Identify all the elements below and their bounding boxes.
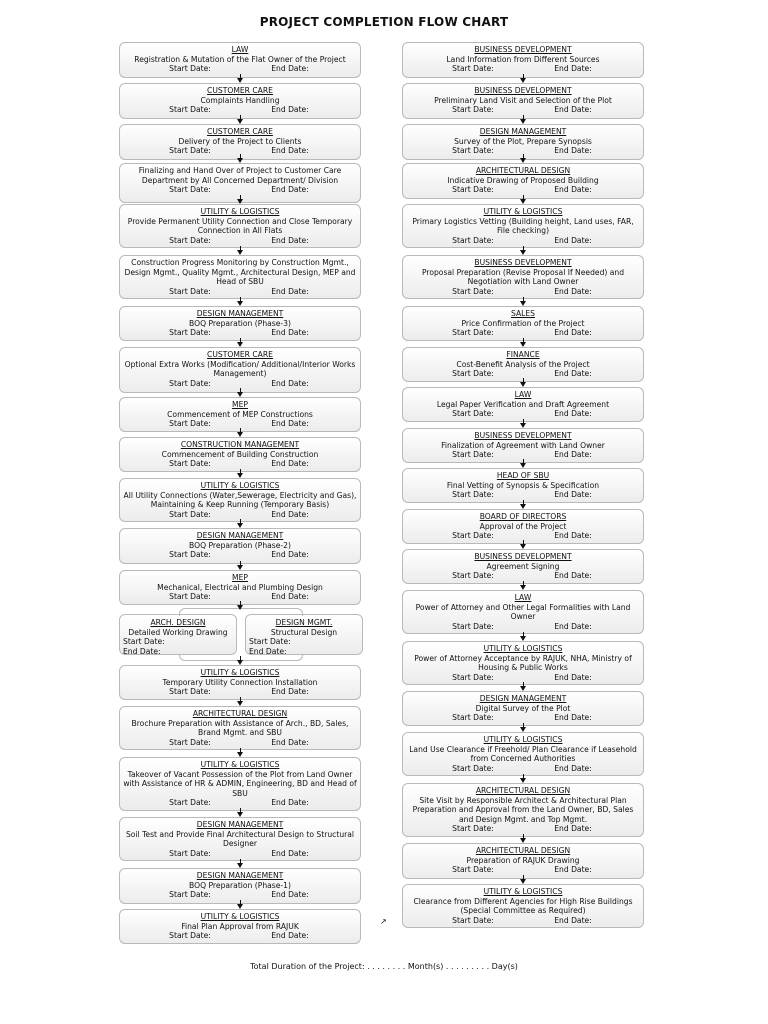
flow-step-box <box>402 691 644 726</box>
flow-arrow-icon <box>237 158 243 163</box>
start-date-label: Start Date: <box>169 848 211 858</box>
end-date-label: End Date: <box>271 328 309 338</box>
start-date-label: Start Date: <box>452 328 494 338</box>
flow-step-box <box>119 478 361 522</box>
step-description: Preliminary Land Visit and Selection of the Plot <box>434 95 612 105</box>
flow-arrow-icon <box>520 463 526 468</box>
step-department: CUSTOMER CARE <box>207 350 273 359</box>
step-description: Clearance from Different Agencies for High Rise Buildings (Special Committee as Required) <box>413 896 633 916</box>
flow-arrow-icon <box>237 752 243 757</box>
start-date-label: Start Date: <box>452 713 494 723</box>
flow-arrow-icon <box>237 863 243 868</box>
flow-arrow-icon <box>520 879 526 884</box>
step-dates <box>123 798 357 808</box>
step-dates <box>123 849 357 859</box>
step-dates <box>406 287 640 297</box>
start-date-label: Start Date: <box>169 105 211 115</box>
start-date-label: Start Date: <box>169 687 211 697</box>
step-department: DESIGN MANAGEMENT <box>196 820 284 829</box>
step-department: LAW <box>514 593 532 602</box>
flow-step-box <box>402 347 644 382</box>
flow-arrow-icon <box>237 473 243 478</box>
flow-step-box <box>402 387 644 422</box>
flow-step-box <box>402 468 644 503</box>
step-description: BOQ Preparation (Phase-2) <box>189 540 291 550</box>
end-date-label: End Date: <box>554 369 592 379</box>
step-dates <box>406 236 640 246</box>
step-description: Site Visit by Responsible Architect & Architectural Plan Preparation and Approval from the Land Owner, BD, Sales and Design Mgmt. and Top Mgmt. <box>412 795 634 824</box>
end-date-label: End Date: <box>271 64 309 74</box>
step-dates <box>406 764 640 774</box>
step-department: DESIGN MANAGEMENT <box>479 127 567 136</box>
flow-arrow-icon <box>520 686 526 691</box>
step-department: MEP <box>232 400 248 409</box>
flow-arrow-icon <box>520 199 526 204</box>
step-dates <box>406 673 640 683</box>
flow-arrow-icon <box>237 660 243 665</box>
step-dates <box>123 738 357 748</box>
flow-arrow-icon <box>237 904 243 909</box>
step-department: ARCH. DESIGN <box>150 618 206 627</box>
start-date-label: Start Date: <box>169 286 211 296</box>
flow-step-box <box>402 843 644 879</box>
flow-arrow-icon <box>237 199 243 204</box>
step-description: Primary Logistics Vetting (Building height, Land uses, FAR, File checking) <box>412 216 634 236</box>
step-department: CUSTOMER CARE <box>207 86 273 95</box>
start-date-label: Start Date: <box>452 146 494 156</box>
parallel-step-box <box>119 614 237 655</box>
step-dates <box>123 510 357 520</box>
step-description: Power of Attorney Acceptance by RAJUK, NHA, Ministry of Housing & Public Works <box>414 653 632 673</box>
start-date-label: Start Date: <box>452 621 494 631</box>
flow-step-box <box>119 817 361 861</box>
flow-step-box <box>119 528 361 564</box>
start-date-label: Start Date: <box>452 450 494 460</box>
start-date-label: Start Date: <box>169 459 211 469</box>
end-date-label: End Date: <box>554 409 592 419</box>
end-date-label: End Date: <box>554 915 592 925</box>
end-date-label: End Date: <box>271 235 309 245</box>
start-date-label: Start Date: <box>169 931 211 941</box>
flow-arrow-icon <box>520 838 526 843</box>
step-dates <box>406 713 640 723</box>
parallel-step-box <box>245 614 363 655</box>
step-department: DESIGN MANAGEMENT <box>479 694 567 703</box>
step-dates <box>406 105 640 115</box>
step-dates <box>406 64 640 74</box>
end-date-label: End Date: <box>271 105 309 115</box>
step-department: LAW <box>231 45 249 54</box>
step-description: Construction Progress Monitoring by Construction Mgmt., Design Mgmt., Quality Mgmt., Architectural Design, MEP and Head of SBU <box>124 258 356 287</box>
end-date-label: End Date: <box>554 490 592 500</box>
step-description: Digital Survey of the Plot <box>475 703 571 713</box>
flow-step-box <box>119 347 361 393</box>
flow-arrow-icon <box>520 504 526 509</box>
step-department: UTILITY & LOGISTICS <box>483 887 563 896</box>
step-department: UTILITY & LOGISTICS <box>200 668 280 677</box>
step-description: Power of Attorney and Other Legal Formalities with Land Owner <box>415 602 631 622</box>
step-dates <box>406 571 640 581</box>
end-date-label: End Date: <box>271 798 309 808</box>
start-date-label: Start Date: <box>452 286 494 296</box>
flow-step-box <box>402 255 644 299</box>
end-date-label: End Date: <box>554 328 592 338</box>
step-description: Temporary Utility Connection Installation <box>162 677 318 687</box>
step-department: FINANCE <box>506 350 540 359</box>
flow-arrow-icon <box>237 301 243 306</box>
step-description: Land Use Clearance if Freehold/ Plan Clearance if Leasehold from Concerned Authorities <box>409 744 637 764</box>
end-date-label: End Date: <box>249 646 287 656</box>
step-dates <box>123 550 357 560</box>
start-date-label: Start Date: <box>169 64 211 74</box>
flow-step-box <box>402 306 644 341</box>
step-dates <box>406 490 640 500</box>
step-department: BUSINESS DEVELOPMENT <box>474 258 572 267</box>
step-department: ARCHITECTURAL DESIGN <box>475 846 571 855</box>
start-date-label: Start Date: <box>249 637 291 647</box>
step-department: UTILITY & LOGISTICS <box>200 912 280 921</box>
step-department: UTILITY & LOGISTICS <box>200 760 280 769</box>
step-description: Brochure Preparation with Assistance of Arch., BD, Sales, Brand Mgmt. and SBU <box>131 718 349 738</box>
step-description: Soil Test and Provide Final Architectural Design to Structural Designer <box>125 829 355 849</box>
start-date-label: Start Date: <box>169 235 211 245</box>
step-department: BUSINESS DEVELOPMENT <box>474 431 572 440</box>
step-department: DESIGN MANAGEMENT <box>196 309 284 318</box>
end-date-label: End Date: <box>271 890 309 900</box>
flow-arrow-icon <box>520 250 526 255</box>
flow-arrow-icon <box>237 119 243 124</box>
end-date-label: End Date: <box>271 592 309 602</box>
end-date-label: End Date: <box>271 687 309 697</box>
step-description: Cost-Benefit Analysis of the Project <box>456 359 590 369</box>
step-description: Delivery of the Project to Clients <box>178 136 302 146</box>
end-date-label: End Date: <box>554 713 592 723</box>
end-date-label: End Date: <box>271 378 309 388</box>
flow-arrow-icon <box>237 812 243 817</box>
flow-arrow-icon <box>520 301 526 306</box>
start-date-label: Start Date: <box>452 763 494 773</box>
step-description: Legal Paper Verification and Draft Agreement <box>436 399 610 409</box>
flow-arrow-icon <box>237 432 243 437</box>
step-department: UTILITY & LOGISTICS <box>200 207 280 216</box>
step-dates <box>406 409 640 419</box>
end-date-label: End Date: <box>554 621 592 631</box>
step-dates <box>123 687 357 697</box>
flow-step-box <box>119 868 361 904</box>
flow-arrow-icon <box>237 392 243 397</box>
end-date-label: End Date: <box>271 185 309 195</box>
flow-step-box <box>402 204 644 248</box>
flow-step-box <box>119 570 361 605</box>
step-department: UTILITY & LOGISTICS <box>483 207 563 216</box>
step-department: ARCHITECTURAL DESIGN <box>475 166 571 175</box>
flow-arrow-icon <box>520 78 526 83</box>
step-dates <box>123 328 357 338</box>
step-department: ARCHITECTURAL DESIGN <box>192 709 288 718</box>
step-description: All Utility Connections (Water,Sewerage, Electricity and Gas), Maintaining & Keep Running (Temporary Basis) <box>123 490 357 510</box>
flow-step-box <box>119 909 361 944</box>
step-description: Complaints Handling <box>200 95 280 105</box>
step-department: CUSTOMER CARE <box>207 127 273 136</box>
start-date-label: Start Date: <box>169 419 211 429</box>
start-date-label: Start Date: <box>452 105 494 115</box>
step-description: Final Plan Approval from RAJUK <box>181 921 299 931</box>
flow-step-box <box>402 83 644 119</box>
step-description: Registration & Mutation of the Flat Owner of the Project <box>134 54 346 64</box>
step-description: Commencement of MEP Constructions <box>167 409 313 419</box>
page-title: PROJECT COMPLETION FLOW CHART <box>259 15 509 29</box>
flow-step-box <box>402 590 644 634</box>
start-date-label: Start Date: <box>452 672 494 682</box>
flow-arrow-icon <box>237 78 243 83</box>
step-description: Survey of the Plot, Prepare Synopsis <box>454 136 592 146</box>
start-date-label: Start Date: <box>452 865 494 875</box>
step-dates <box>406 328 640 338</box>
flow-arrow-icon <box>237 523 243 528</box>
end-date-label: End Date: <box>271 459 309 469</box>
end-date-label: End Date: <box>271 931 309 941</box>
step-department: UTILITY & LOGISTICS <box>200 481 280 490</box>
step-department: ARCHITECTURAL DESIGN <box>475 786 571 795</box>
end-date-label: End Date: <box>271 419 309 429</box>
step-dates <box>123 236 357 246</box>
step-dates <box>123 890 357 900</box>
start-date-label: Start Date: <box>452 915 494 925</box>
start-date-label: Start Date: <box>452 235 494 245</box>
step-description: Finalizing and Hand Over of Project to Customer Care Department by All Concerned Department/ Division <box>138 166 342 185</box>
start-date-label: Start Date: <box>452 185 494 195</box>
step-description: Agreement Signing <box>486 561 560 571</box>
step-department: CONSTRUCTION MANAGEMENT <box>180 440 300 449</box>
flow-step-box <box>119 706 361 750</box>
step-description: Commencement of Building Construction <box>161 449 319 459</box>
start-date-label: Start Date: <box>169 185 211 195</box>
end-date-label: End Date: <box>554 450 592 460</box>
start-date-label: Start Date: <box>169 509 211 519</box>
flow-arrow-icon <box>237 565 243 570</box>
step-dates <box>406 865 640 875</box>
step-department: BOARD OF DIRECTORS <box>479 512 567 521</box>
start-date-label: Start Date: <box>452 490 494 500</box>
arrow-icon: ↗ <box>380 917 387 926</box>
start-date-label: Start Date: <box>452 369 494 379</box>
step-department: BUSINESS DEVELOPMENT <box>474 45 572 54</box>
flow-arrow-icon <box>520 778 526 783</box>
step-dates <box>123 459 357 469</box>
step-description: Approval of the Project <box>479 521 567 531</box>
end-date-label: End Date: <box>554 672 592 682</box>
flow-arrow-icon <box>237 605 243 610</box>
start-date-label: Start Date: <box>169 146 211 156</box>
flow-arrow-icon <box>237 250 243 255</box>
flow-step-box <box>402 783 644 837</box>
start-date-label: Start Date: <box>169 550 211 560</box>
end-date-label: End Date: <box>271 848 309 858</box>
end-date-label: End Date: <box>554 64 592 74</box>
step-department: BUSINESS DEVELOPMENT <box>474 86 572 95</box>
step-description: Detailed Working Drawing <box>128 627 228 637</box>
flow-step-box <box>119 42 361 78</box>
step-dates <box>406 916 640 926</box>
start-date-label: Start Date: <box>169 890 211 900</box>
flow-arrow-icon <box>520 382 526 387</box>
end-date-label: End Date: <box>554 185 592 195</box>
end-date-label: End Date: <box>271 550 309 560</box>
step-description: Proposal Preparation (Revise Proposal If Needed) and Negotiation with Land Owner <box>421 267 625 287</box>
step-department: SALES <box>510 309 535 318</box>
step-dates <box>123 64 357 74</box>
end-date-label: End Date: <box>554 571 592 581</box>
start-date-label: Start Date: <box>452 64 494 74</box>
end-date-label: End Date: <box>554 824 592 834</box>
flow-step-box <box>402 42 644 78</box>
step-dates <box>123 379 357 389</box>
step-description: Final Vetting of Synopsis & Specification <box>446 480 600 490</box>
flow-step-box <box>119 204 361 248</box>
end-date-label: End Date: <box>554 763 592 773</box>
flow-arrow-icon <box>520 585 526 590</box>
step-department: MEP <box>232 573 248 582</box>
total-duration-footer: Total Duration of the Project: . . . . . . . . Month(s) . . . . . . . . . Day(s) <box>250 962 518 971</box>
left-column <box>119 0 363 1024</box>
step-dates <box>123 931 357 941</box>
flow-step-box <box>402 884 644 928</box>
step-dates <box>406 622 640 632</box>
flow-arrow-icon <box>520 544 526 549</box>
flow-step-box <box>119 665 361 700</box>
flow-arrow-icon <box>520 636 526 641</box>
start-date-label: Start Date: <box>452 531 494 541</box>
flow-step-box <box>402 732 644 776</box>
flow-arrow-icon <box>520 119 526 124</box>
step-description: Optional Extra Works (Modification/ Additional/Interior Works Management) <box>124 359 356 379</box>
end-date-label: End Date: <box>554 286 592 296</box>
flow-step-box <box>119 306 361 341</box>
step-description: Finalization of Agreement with Land Owner <box>441 440 605 450</box>
flow-step-box <box>119 437 361 472</box>
step-dates <box>406 185 640 195</box>
flow-arrow-icon <box>520 727 526 732</box>
flow-step-box <box>119 255 361 299</box>
step-department: DESIGN MGMT. <box>275 618 333 627</box>
start-date-label: Start Date: <box>169 592 211 602</box>
step-dates <box>123 287 357 297</box>
end-date-label: End Date: <box>123 646 161 656</box>
step-department: BUSINESS DEVELOPMENT <box>474 552 572 561</box>
flow-step-box <box>119 83 361 119</box>
start-date-label: Start Date: <box>169 378 211 388</box>
step-description: Provide Permanent Utility Connection and Close Temporary Connection in All Flats <box>127 216 353 236</box>
step-department: HEAD OF SBU <box>496 471 550 480</box>
step-description: BOQ Preparation (Phase-1) <box>189 880 291 890</box>
step-department: UTILITY & LOGISTICS <box>483 735 563 744</box>
end-date-label: End Date: <box>554 146 592 156</box>
start-date-label: Start Date: <box>452 824 494 834</box>
step-department: UTILITY & LOGISTICS <box>483 644 563 653</box>
flow-arrow-icon <box>237 342 243 347</box>
end-date-label: End Date: <box>271 737 309 747</box>
step-department: DESIGN MANAGEMENT <box>196 531 284 540</box>
step-description: Takeover of Vacant Possession of the Plot from Land Owner with Assistance of HR & ADMIN, Engineering, BD and Head of SBU <box>123 769 357 798</box>
step-dates <box>123 105 357 115</box>
step-description: Structural Design <box>270 627 338 637</box>
step-description: Indicative Drawing of Proposed Building <box>447 175 599 185</box>
start-date-label: Start Date: <box>452 571 494 581</box>
flow-step-box <box>402 549 644 584</box>
step-description: Land Information from Different Sources <box>446 54 600 64</box>
flow-arrow-icon <box>520 342 526 347</box>
flow-step-box <box>119 397 361 432</box>
end-date-label: End Date: <box>271 146 309 156</box>
start-date-label: Start Date: <box>452 409 494 419</box>
end-date-label: End Date: <box>271 286 309 296</box>
start-date-label: Start Date: <box>169 798 211 808</box>
start-date-label: Start Date: <box>169 328 211 338</box>
start-date-label: Start Date: <box>169 737 211 747</box>
flow-arrow-icon <box>520 423 526 428</box>
end-date-label: End Date: <box>554 105 592 115</box>
step-description: Mechanical, Electrical and Plumbing Design <box>157 582 323 592</box>
end-date-label: End Date: <box>554 865 592 875</box>
flow-step-box <box>402 509 644 544</box>
step-department: LAW <box>514 390 532 399</box>
step-description: Preparation of RAJUK Drawing <box>466 855 580 865</box>
end-date-label: End Date: <box>271 509 309 519</box>
step-dates <box>406 824 640 834</box>
step-description: Price Confirmation of the Project <box>461 318 585 328</box>
step-description: BOQ Preparation (Phase-3) <box>189 318 291 328</box>
flow-step-box <box>402 163 644 199</box>
flow-arrow-icon <box>520 158 526 163</box>
flow-step-box <box>402 641 644 685</box>
flow-step-box <box>402 428 644 463</box>
step-dates <box>123 185 357 195</box>
right-column <box>402 0 646 1024</box>
start-date-label: Start Date: <box>123 637 165 647</box>
step-department: DESIGN MANAGEMENT <box>196 871 284 880</box>
end-date-label: End Date: <box>554 531 592 541</box>
end-date-label: End Date: <box>554 235 592 245</box>
flow-arrow-icon <box>237 701 243 706</box>
flow-step-box <box>119 757 361 811</box>
